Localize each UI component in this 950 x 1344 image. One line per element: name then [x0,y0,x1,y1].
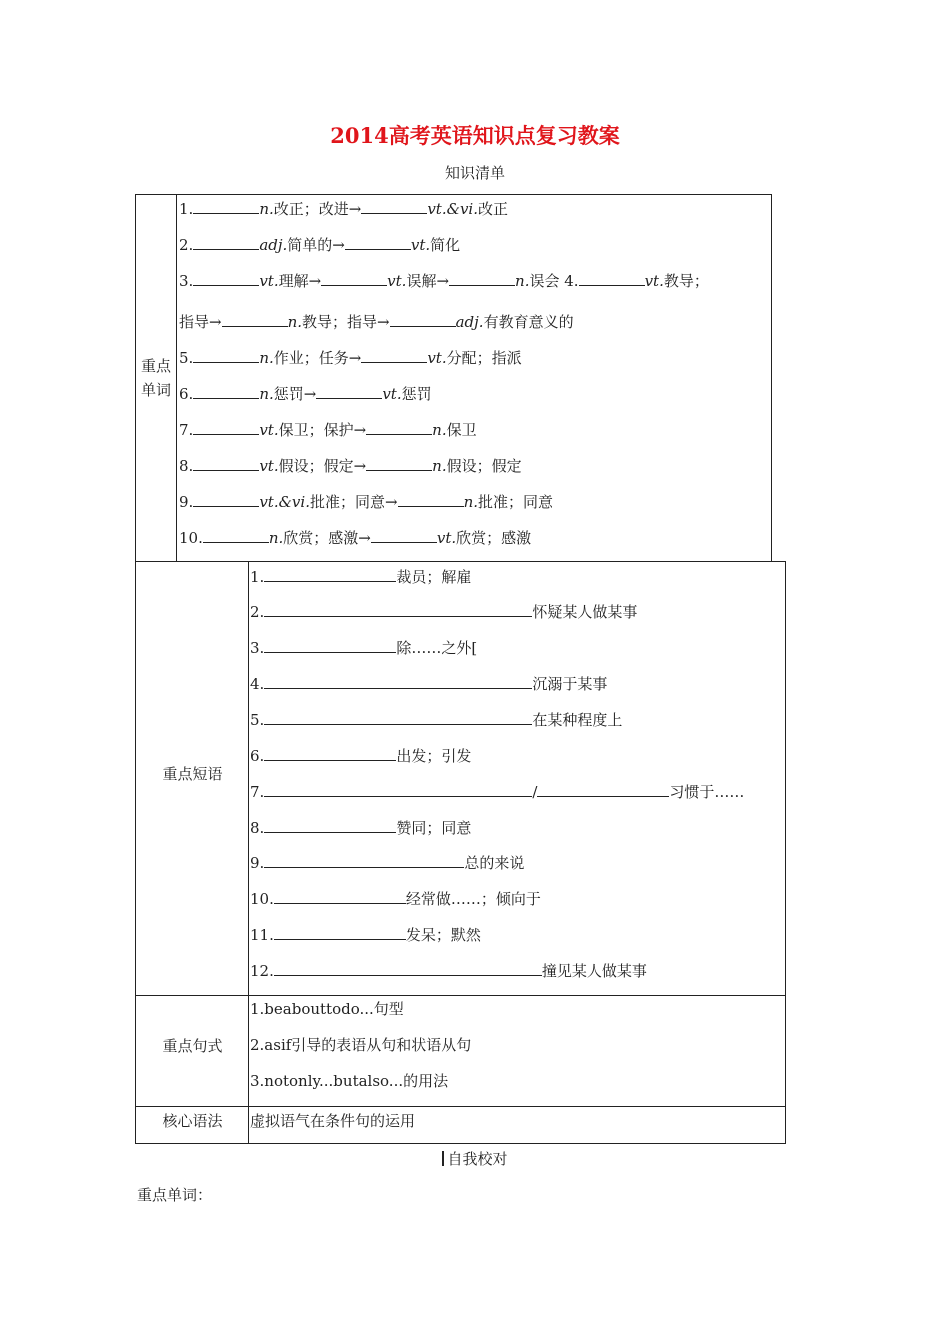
item-number: 2. [179,236,194,254]
item-number: 10. [179,529,203,547]
word-item [179,271,709,291]
definition-text: 保卫；保护→ [278,421,367,439]
answer-blank [264,853,464,868]
phrase-item [250,853,524,873]
answer-blank [264,710,532,725]
answer-blank [193,271,259,286]
item-number: 9. [250,854,265,872]
phrase-item [250,818,471,838]
answer-blank [361,199,427,214]
page-subtitle: 知识清单 [444,164,505,182]
answer-blank [222,312,288,327]
answer-blank [537,782,669,797]
definition-text: 指导→ [179,313,222,331]
item-number: 9. [179,493,194,511]
definition-text: 总的来说 [464,854,525,872]
grammar-category-label: 核心语法 [162,1112,223,1130]
definition-text: 改正 [478,200,509,218]
item-number: 5. [179,349,194,367]
item-number: 7. [179,421,194,439]
phrase-item [250,674,607,694]
phrase-item [250,638,477,658]
answer-blank [274,925,406,940]
answer-blank [264,746,396,761]
words-divider [176,194,177,562]
word-item [179,492,553,512]
word-item [179,528,531,548]
definition-text: 发呆；默然 [405,926,481,944]
word-item [179,199,508,219]
definition-text: 有教育意义的 [483,313,574,331]
self-check-heading: 自我校对 [0,1148,950,1169]
answer-blank [264,602,532,617]
part-of-speech: n. [432,421,447,439]
part-of-speech: vt. [436,529,457,547]
definition-text: 沉溺于某事 [532,675,608,693]
definition-text: 教导； [663,272,709,290]
definition-text: 理解→ [278,272,322,290]
part-of-speech: adj. [259,236,288,254]
part-of-speech: vt. [259,421,279,439]
answer-blank [316,384,382,399]
definition-text: 出发；引发 [396,747,472,765]
key-words-heading: 重点单词： [137,1186,213,1204]
word-item [179,456,522,476]
phrase-item [250,925,481,945]
answer-blank [390,312,456,327]
answer-blank [264,638,396,653]
part-of-speech: n. [463,493,478,511]
answer-blank [193,235,259,250]
lower-table-divider [248,561,249,1144]
part-of-speech: vt. [410,236,431,254]
item-number: 11. [250,926,274,944]
definition-text: 惩罚 [401,385,432,403]
definition-text: 习惯于…… [669,783,745,801]
definition-text: 撞见某人做某事 [541,962,647,980]
answer-blank [366,456,432,471]
definition-text: 怀疑某人做某事 [532,603,638,621]
answer-blank [193,492,259,507]
answer-blank [193,384,259,399]
part-of-speech: vt. [259,272,279,290]
definition-text: 批准；同意 [478,493,554,511]
definition-text: 改正；改进→ [273,200,362,218]
part-of-speech: vt. [427,349,447,367]
item-number: 5. [250,711,265,729]
definition-text: 作业；任务→ [273,349,362,367]
phrase-item [250,710,622,730]
answer-blank [579,271,645,286]
item-number: 2. [250,603,265,621]
definition-text: 简单的→ [287,236,345,254]
item-number: 7. [250,783,265,801]
word-item [179,420,477,440]
sentences-bottom-rule [135,1106,786,1107]
answer-blank [398,492,464,507]
answer-blank [366,420,432,435]
definition-text: 假设；假定→ [278,457,367,475]
definition-text: 批准；同意→ [309,493,398,511]
definition-text: 教导；指导→ [302,313,390,331]
word-item [179,348,522,368]
sentence-item: 3.notonly...butalso...的用法 [250,1072,449,1090]
answer-blank [193,348,259,363]
part-of-speech: vt. [387,272,407,290]
answer-blank [361,348,427,363]
item-number: 4. [250,675,265,693]
answer-blank [203,528,269,543]
definition-text: 简化 [430,236,461,254]
answer-blank [264,818,396,833]
phrase-item [250,602,637,622]
definition-text: 欣赏；感激→ [283,529,371,547]
answer-blank [371,528,437,543]
part-of-speech: vt. [644,272,664,290]
page-title: 2014高考英语知识点复习教案 [330,123,620,148]
sentences-category-label: 重点句式 [162,1037,223,1055]
words-category-label: 重点单词 [140,357,171,399]
item-number: 3. [179,272,194,290]
definition-text: 误解→ [406,272,450,290]
answer-blank [345,235,411,250]
definition-text: 裁员；解雇 [396,568,472,586]
definition-text: 误会 4. [529,272,579,290]
definition-text: 惩罚→ [273,385,317,403]
part-of-speech: vt.&vi. [427,200,478,218]
definition-text: 除……之外[ [396,639,478,657]
phrase-item [250,746,471,766]
part-of-speech: adj. [455,313,484,331]
definition-text: 分配；指派 [446,349,522,367]
phrase-item [250,961,647,981]
item-number: 8. [179,457,194,475]
item-number: 1. [250,568,265,586]
definition-text: 保卫 [446,421,477,439]
part-of-speech: vt. [259,457,279,475]
grammar-text: 虚拟语气在条件句的运用 [250,1112,416,1130]
item-number: 3. [250,639,265,657]
phrases-category-label: 重点短语 [162,765,223,783]
item-number: 10. [250,890,274,908]
vertical-bar-mark [442,1151,444,1166]
definition-text: 假设；假定 [446,457,522,475]
part-of-speech: n. [515,272,530,290]
word-item [179,312,574,332]
item-number: 8. [250,819,265,837]
answer-blank [274,961,542,976]
answer-blank [264,567,396,582]
answer-blank [193,456,259,471]
word-item [179,384,432,404]
answer-blank [264,782,532,797]
part-of-speech: n. [432,457,447,475]
item-number: 1. [179,200,194,218]
item-number: 6. [179,385,194,403]
item-number: 12. [250,962,274,980]
answer-blank [264,674,532,689]
answer-blank [274,889,406,904]
phrases-bottom-rule [135,995,786,996]
part-of-speech: n. [259,385,274,403]
definition-text: / [532,783,538,801]
definition-text: 赞同；同意 [396,819,472,837]
part-of-speech: n. [259,200,274,218]
word-item [179,235,460,255]
definition-text: 欣赏；感激 [456,529,532,547]
part-of-speech: n. [268,529,284,547]
definition-text: 在某种程度上 [532,711,623,729]
answer-blank [449,271,515,286]
item-number: 6. [250,747,265,765]
phrase-item [250,567,471,587]
part-of-speech: vt.&vi. [259,493,310,511]
definition-text: 经常做……；倾向于 [405,890,541,908]
sentence-item: 1.beabouttodo...句型 [250,1000,404,1018]
answer-blank [193,420,259,435]
part-of-speech: n. [259,349,274,367]
answer-blank [321,271,387,286]
part-of-speech: vt. [382,385,402,403]
phrase-item [250,889,541,909]
phrase-item [250,782,744,802]
answer-blank [193,199,259,214]
sentence-item: 2.asif引导的表语从句和状语从句 [250,1036,472,1054]
part-of-speech: n. [287,313,303,331]
